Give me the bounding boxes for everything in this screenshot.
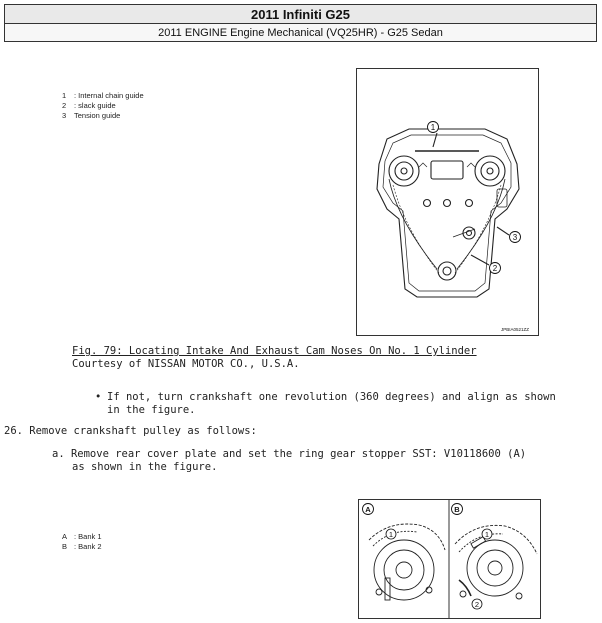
ring-gear-stopper-figure — [358, 499, 541, 619]
bullet-line — [95, 391, 556, 404]
legend-item — [62, 542, 102, 552]
figure-caption: Fig. 79: Locating Intake And Exhaust Cam Noses On No. 1 Cylinder — [72, 345, 477, 357]
bullet-continuation: in the figure. — [107, 404, 196, 416]
bullet-icon: • — [95, 391, 102, 403]
panel-label-a: A — [365, 505, 371, 514]
callout-1-a: 1 — [388, 530, 394, 539]
step-26a: a. Remove rear cover plate and set the ring gear stopper SST: V10118600 (A) — [52, 448, 527, 460]
step-26: 26. Remove crankshaft pulley as follows: — [4, 425, 257, 437]
ring-gear-illustration — [359, 500, 540, 618]
legend-text: : Bank 1 — [74, 532, 102, 541]
legend-item — [62, 111, 144, 121]
document-title: 2011 Infiniti G25 — [4, 4, 597, 24]
legend-item — [62, 91, 144, 101]
timing-chain-figure — [356, 68, 539, 336]
step-26a-continuation: as shown in the figure. — [72, 461, 218, 473]
legend-item — [62, 101, 144, 111]
legend-letter: B — [62, 542, 68, 551]
callout-1: 1 — [430, 123, 436, 132]
legend-item — [62, 532, 102, 542]
legend-text: Tension guide — [74, 111, 121, 120]
callout-2: 2 — [492, 264, 498, 273]
legend-number: 2 — [62, 101, 67, 110]
legend-number: 3 — [62, 111, 67, 120]
panel-label-b: B — [454, 505, 460, 514]
callout-2-b: 2 — [474, 600, 480, 609]
legend-text: : Internal chain guide — [74, 91, 144, 100]
callout-1-b: 1 — [484, 530, 490, 539]
figure-courtesy: Courtesy of NISSAN MOTOR CO., U.S.A. — [72, 358, 300, 370]
figure-legend — [62, 91, 144, 121]
engine-front-illustration — [357, 69, 538, 335]
legend-number: 1 — [62, 91, 67, 100]
figure-code: JPBIA0521ZZ — [500, 327, 530, 332]
legend-text: : slack guide — [74, 101, 116, 110]
legend-letter: A — [62, 532, 68, 541]
callout-3: 3 — [512, 233, 518, 242]
legend-text: : Bank 2 — [74, 542, 102, 551]
figure-legend-2 — [62, 532, 102, 552]
bullet-text: If not, turn crankshaft one revolution (360 degrees) and align as shown — [107, 391, 556, 403]
document-subtitle: 2011 ENGINE Engine Mechanical (VQ25HR) - G25 Sedan — [4, 23, 597, 42]
